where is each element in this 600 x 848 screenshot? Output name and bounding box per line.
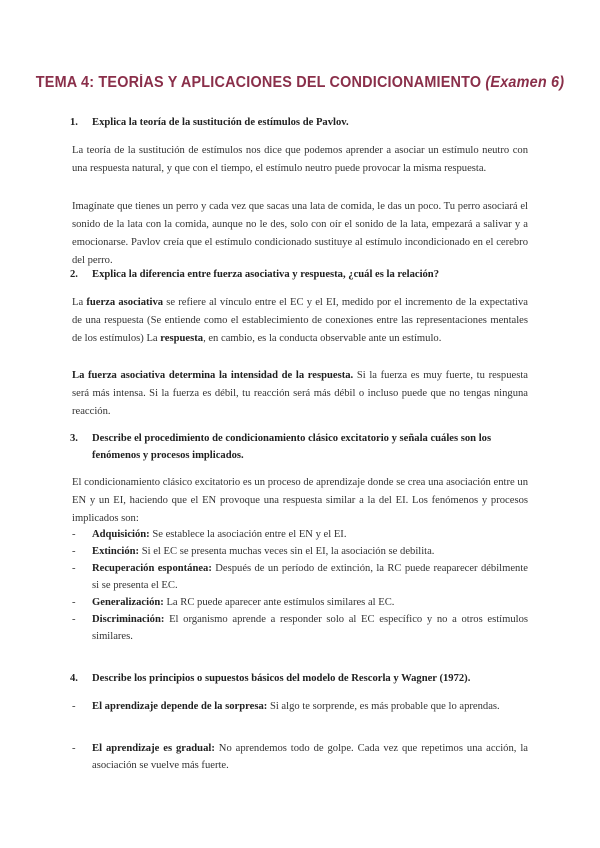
- question-2: [70, 266, 532, 283]
- list-term: El aprendizaje depende de la sorpresa:: [92, 701, 268, 712]
- bold-sentence: La fuerza asociativa determina la intensidad de la respuesta.: [72, 370, 354, 381]
- list-text: Si algo te sorprende, es más probable que lo aprendas.: [267, 701, 500, 712]
- question-number: 3.: [70, 433, 78, 444]
- list-item: [72, 740, 529, 774]
- list-text: Si el EC se presenta muchas veces sin el EI, la asociación se debilita.: [139, 546, 435, 557]
- question-number: 4.: [70, 673, 78, 684]
- list-term: Generalización:: [92, 597, 164, 608]
- list-dash: -: [72, 597, 76, 608]
- list-term: Recuperación espontánea:: [92, 563, 212, 574]
- list-text: La RC puede aparecer ante estímulos similares al EC.: [163, 597, 395, 608]
- paragraph: [72, 367, 528, 421]
- bold-term: respuesta: [160, 333, 204, 344]
- question-number: 1.: [70, 117, 78, 128]
- list-term: Discriminación:: [92, 614, 165, 625]
- page-title: [21, 74, 579, 92]
- list-dash: -: [72, 529, 76, 540]
- list-item: [72, 698, 528, 715]
- list-item: [72, 560, 529, 594]
- list-term: El aprendizaje es gradual:: [92, 743, 215, 754]
- question-text: Explica la diferencia entre fuerza asociativa y respuesta, ¿cuál es la relación?: [92, 269, 439, 280]
- list-text: El organismo aprende a responder solo al EC específico y no a otros estímulos similares.: [92, 614, 528, 642]
- question-text: Describe los principios o supuestos básicos del modelo de Rescorla y Wagner (1972).: [92, 673, 471, 684]
- question-number: 2.: [70, 269, 78, 280]
- title-exam-note: (Examen 6): [485, 74, 565, 91]
- question-3: [70, 430, 532, 464]
- question-text: Explica la teoría de la sustitución de estímulos de Pavlov.: [92, 117, 349, 128]
- text-run: , en cambio, es la conducta observable ante un estímulo.: [203, 333, 442, 344]
- list-term: Adquisición:: [92, 529, 150, 540]
- list-text: Se establece la asociación entre el EN y el EI.: [149, 529, 347, 540]
- list-text: Después de un período de extinción, la RC puede reaparecer débilmente si se presenta el EC.: [92, 563, 529, 591]
- question-1: [70, 114, 532, 131]
- list-text: No aprendemos todo de golpe. Cada vez que repetimos una acción, la asociación se vuelve más fuerte.: [92, 743, 529, 771]
- list-item: [72, 526, 528, 543]
- list-item: [72, 594, 528, 611]
- text-run: Si la fuerza es muy fuerte, tu respuesta será más intensa. Si la fuerza es débil, tu reacción será más débil o incluso puede que no tengas ninguna reacción.: [72, 370, 528, 417]
- text-run: La: [72, 297, 87, 308]
- title-main: TEMA 4: TEORÍAS Y APLICACIONES DEL CONDICIONAMIENTO: [35, 74, 482, 91]
- list-dash: -: [72, 563, 76, 574]
- bold-term: fuerza asociativa: [86, 297, 164, 308]
- list-term: Extinción:: [92, 546, 140, 557]
- list-dash: -: [72, 546, 76, 557]
- list-dash: -: [72, 743, 76, 754]
- list-item: [72, 611, 528, 645]
- question-4: [70, 670, 532, 687]
- list-item: [72, 543, 528, 560]
- paragraph: Imagínate que tienes un perro y cada vez que sacas una lata de comida, le das un poco. Tu perro asociará el sonido de la lata con la comida, aunque no le des, solo con oír el sonido de la lata, empezará a salivar y a emocionarse. Pavlov creía que el estímulo condicionado sustituye al estímulo incondicionado en el cerebro del perro.: [72, 201, 528, 266]
- list-dash: -: [72, 701, 76, 712]
- paragraph: La teoría de la sustitución de estímulos nos dice que podemos aprender a asociar un estímulo neutro con una respuesta natural, y que con el tiempo, el estímulo neutro puede provocar la misma respuesta.: [72, 145, 528, 174]
- text-run: se refiere al vínculo entre el EC y el EI, medido por el incremento de la expectativa de una respuesta (Se entiende como el establecimiento de conexiones entre las representaciones mentales de los estímulos) La: [72, 297, 528, 344]
- paragraph: El condicionamiento clásico excitatorio es un proceso de aprendizaje donde se crea una asociación entre un EN y un EI, haciendo que el EN provoque una respuesta similar a la del EI. Los fenómenos y procesos implicados son:: [72, 477, 528, 524]
- paragraph: [72, 294, 528, 348]
- list-dash: -: [72, 614, 76, 625]
- question-text: Describe el procedimiento de condicionamiento clásico excitatorio y señala cuáles son los fenómenos y procesos implicados.: [92, 433, 492, 461]
